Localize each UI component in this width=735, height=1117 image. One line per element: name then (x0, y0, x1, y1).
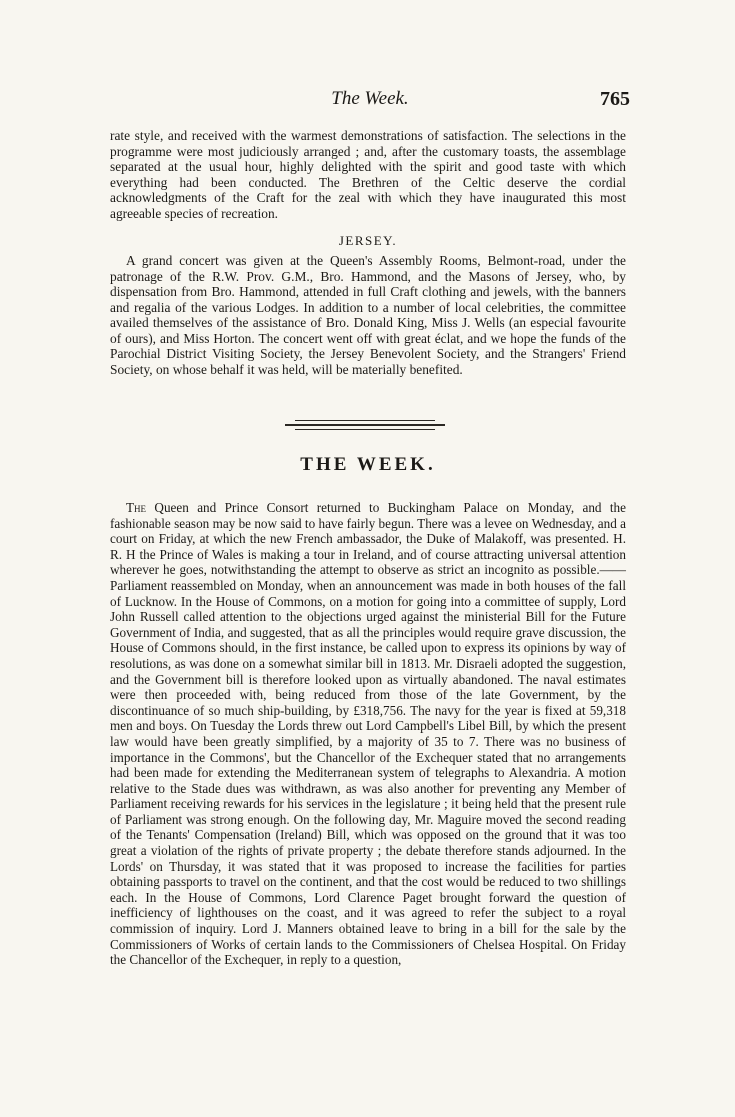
page-number: 765 (600, 88, 630, 110)
jersey-report-text: A grand concert was given at the Queen's Assembly Rooms, Belmont-road, under the patronage of the R.W. Prov. G.M., Bro. Hammond, and the Masons of Jersey, who, by dispensation from Bro. Hammond, attended in full Craft clothing and jewels, with the banners and regalia of the various Lodges. In addition to a number of local celebrities, the committee availed themselves of the assistance of Bro. Donald King, Miss J. Wells (an especial favourite of ours), and Miss Horton. The concert went off with great éclat, and we hope the funds of the Parochial District Visiting Society, the Jersey Benevolent Society, and the Strangers' Friend Society, on whose behalf it was held, will be materially benefited. (110, 253, 626, 377)
divider-rule-bottom (295, 429, 435, 430)
running-title: The Week. (331, 88, 409, 109)
celtic-report-paragraph (110, 128, 626, 221)
lead-word: The (126, 500, 147, 515)
the-week-text: Queen and Prince Consort returned to Buckingham Palace on Monday, and the fashionable season may be now said to have fairly begun. There was a levee on Wednesday, and a court on Friday, at which the new French ambassador, the Duke of Malakoff, was presented. H. R. H the Prince of Wales is making a tour in Ireland, and of course attracting universal attention wherever he goes, notwithstanding the attempt to observe as strict an incognito as possible.——Parliament reassembled on Monday, when an announcement was made in both houses of the fall of Lucknow. In the House of Commons, on a motion for going into a committee of supply, Lord John Russell called attention to the objections urged against the ministerial Bill for the Future Government of India, and suggested, that as all the principles would require grave discussion, the House of Commons should, in the first instance, be called upon to express its opinions by way of resolutions, as was done on a somewhat similar bill in 1813. Mr. Disraeli adopted the suggestion, and the Government bill is therefore looked upon as virtually abandoned. The naval estimates were then proceeded with, being reduced from those of the late Government, by the discontinuance of so much ship-building, by £318,756. The navy for the year is fixed at 59,318 men and boys. On Tuesday the Lords threw out Lord Campbell's Libel Bill, by which the present law would have been greatly simplified, by a majority of 35 to 7. There was no business of importance in the Commons', but the Chancellor of the Exchequer stated that no arrangements had been made for extending the Mediterranean system of telegraphs to Alexandria. A motion relative to the Stade dues was withdrawn, as was also another for preventing any Member of Parliament receiving rewards for his services in the legislature ; it being held that the present rule of Parliament was strong enough. On the following day, Mr. Maguire moved the second reading of the Tenants' Compensation (Ireland) Bill, which was opposed on the ground that it was too great a violation of the rights of private property ; the debate therefore stands adjourned. In the Lords' on Thursday, it was stated that it was proposed to increase the facilities for parties obtaining passports to travel on the continent, and that the cost would be reduced to two shillings each. In the House of Commons, Lord Clarence Paget brought forward the question of inefficiency of lighthouses on the coast, and it was agreed to refer the subject to a royal commission of inquiry. Lord J. Manners obtained leave to bring in a bill for the sale by the Commissioners of Works of certain lands to the Commissioners of Chelsea Hospital. On Friday the Chancellor of the Exchequer, in reply to a question, (110, 500, 626, 968)
divider-rule-top (295, 420, 435, 421)
jersey-report-paragraph (110, 253, 626, 377)
celtic-report-text: rate style, and received with the warmest demonstrations of satisfaction. The selections in the programme were most judiciously arranged ; and, after the customary toasts, the assemblage separated at the usual hour, highly delighted with the spirit and good taste with which everything had been conducted. The Brethren of the Celtic deserve the cordial acknowledgments of the Craft for the zeal with which they have inaugurated this most agreeable species of recreation. (110, 128, 626, 221)
the-week-paragraph (110, 500, 626, 968)
the-week-body (110, 500, 626, 968)
running-head (100, 88, 640, 114)
jersey-heading: JERSEY. (338, 233, 398, 248)
divider-rule-middle (285, 424, 445, 426)
section-title: THE WEEK. (300, 454, 436, 475)
section-divider (285, 418, 445, 432)
